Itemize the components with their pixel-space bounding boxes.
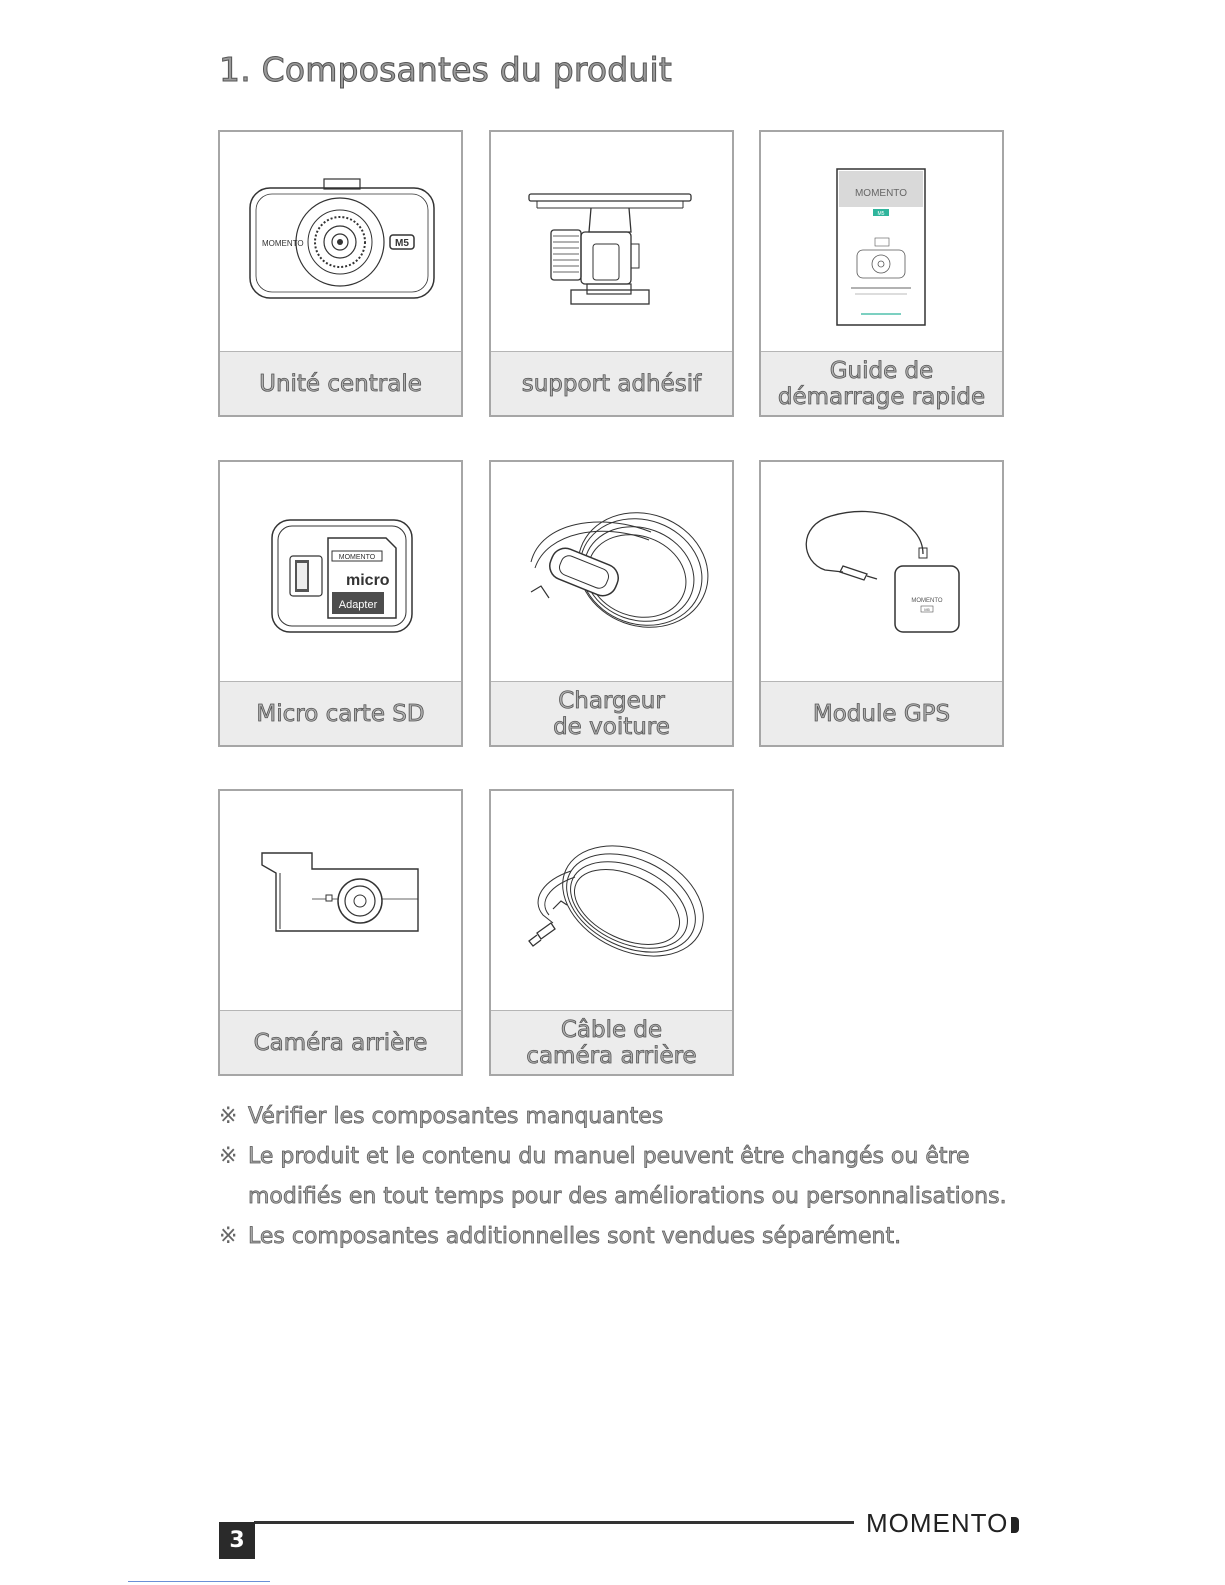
svg-text:MOMENTO: MOMENTO [911, 598, 943, 604]
component-caption: Chargeur de voiture [491, 681, 732, 745]
svg-text:MOMENTO: MOMENTO [854, 188, 908, 199]
brand-mark-icon [1011, 1517, 1019, 1533]
svg-text:micro: micro [346, 572, 390, 589]
component-card-car-charger [489, 460, 734, 747]
page-number: 3 [219, 1522, 255, 1559]
reference-mark-icon: ※ [219, 1144, 238, 1169]
dashcam-icon [220, 132, 461, 354]
component-card-adhesive-mount [489, 130, 734, 417]
svg-text:M5: M5 [395, 238, 409, 249]
svg-text:MOMENTO: MOMENTO [262, 239, 304, 248]
svg-text:Adapter: Adapter [338, 599, 378, 611]
component-caption: Guide de démarrage rapide [761, 351, 1002, 415]
component-caption: Caméra arrière [220, 1010, 461, 1074]
rear-camera-icon [220, 791, 461, 1013]
note-item: ※ Le produit et le contenu du manuel peuvent être changés ou être modifiés en tout temps pour des améliorations ou personnalisations. [219, 1137, 1019, 1217]
footer-rule [254, 1521, 854, 1524]
component-caption: support adhésif [491, 351, 732, 415]
link-underline [128, 1581, 270, 1582]
page-title: 1. Composantes du produit [219, 50, 673, 89]
component-card-main-unit [218, 130, 463, 417]
note-item: ※ Les composantes additionnelles sont vendues séparément. [219, 1217, 1019, 1257]
quick-start-guide-icon [761, 132, 1002, 354]
component-card-micro-sd [218, 460, 463, 747]
component-card-quick-start-guide [759, 130, 1004, 417]
brand-logo: MOMENTO [866, 1508, 1019, 1539]
gps-module-icon [761, 462, 1002, 684]
reference-mark-icon: ※ [219, 1224, 238, 1249]
component-card-rear-camera-cable [489, 789, 734, 1076]
component-caption: Micro carte SD [220, 681, 461, 745]
micro-sd-card-icon [220, 462, 461, 684]
component-card-rear-camera [218, 789, 463, 1076]
component-caption: Module GPS [761, 681, 1002, 745]
svg-text:M5: M5 [877, 211, 885, 217]
svg-text:M5: M5 [924, 607, 930, 612]
svg-text:MOMENTO: MOMENTO [338, 554, 376, 561]
notes-list [219, 1097, 1019, 1257]
component-caption: Câble de caméra arrière [491, 1010, 732, 1074]
component-card-gps-module [759, 460, 1004, 747]
component-caption: Unité centrale [220, 351, 461, 415]
car-charger-icon [491, 462, 732, 684]
rear-camera-cable-icon [491, 791, 732, 1013]
adhesive-mount-icon [491, 132, 732, 354]
reference-mark-icon: ※ [219, 1104, 238, 1129]
note-item: ※ Vérifier les composantes manquantes [219, 1097, 1019, 1137]
